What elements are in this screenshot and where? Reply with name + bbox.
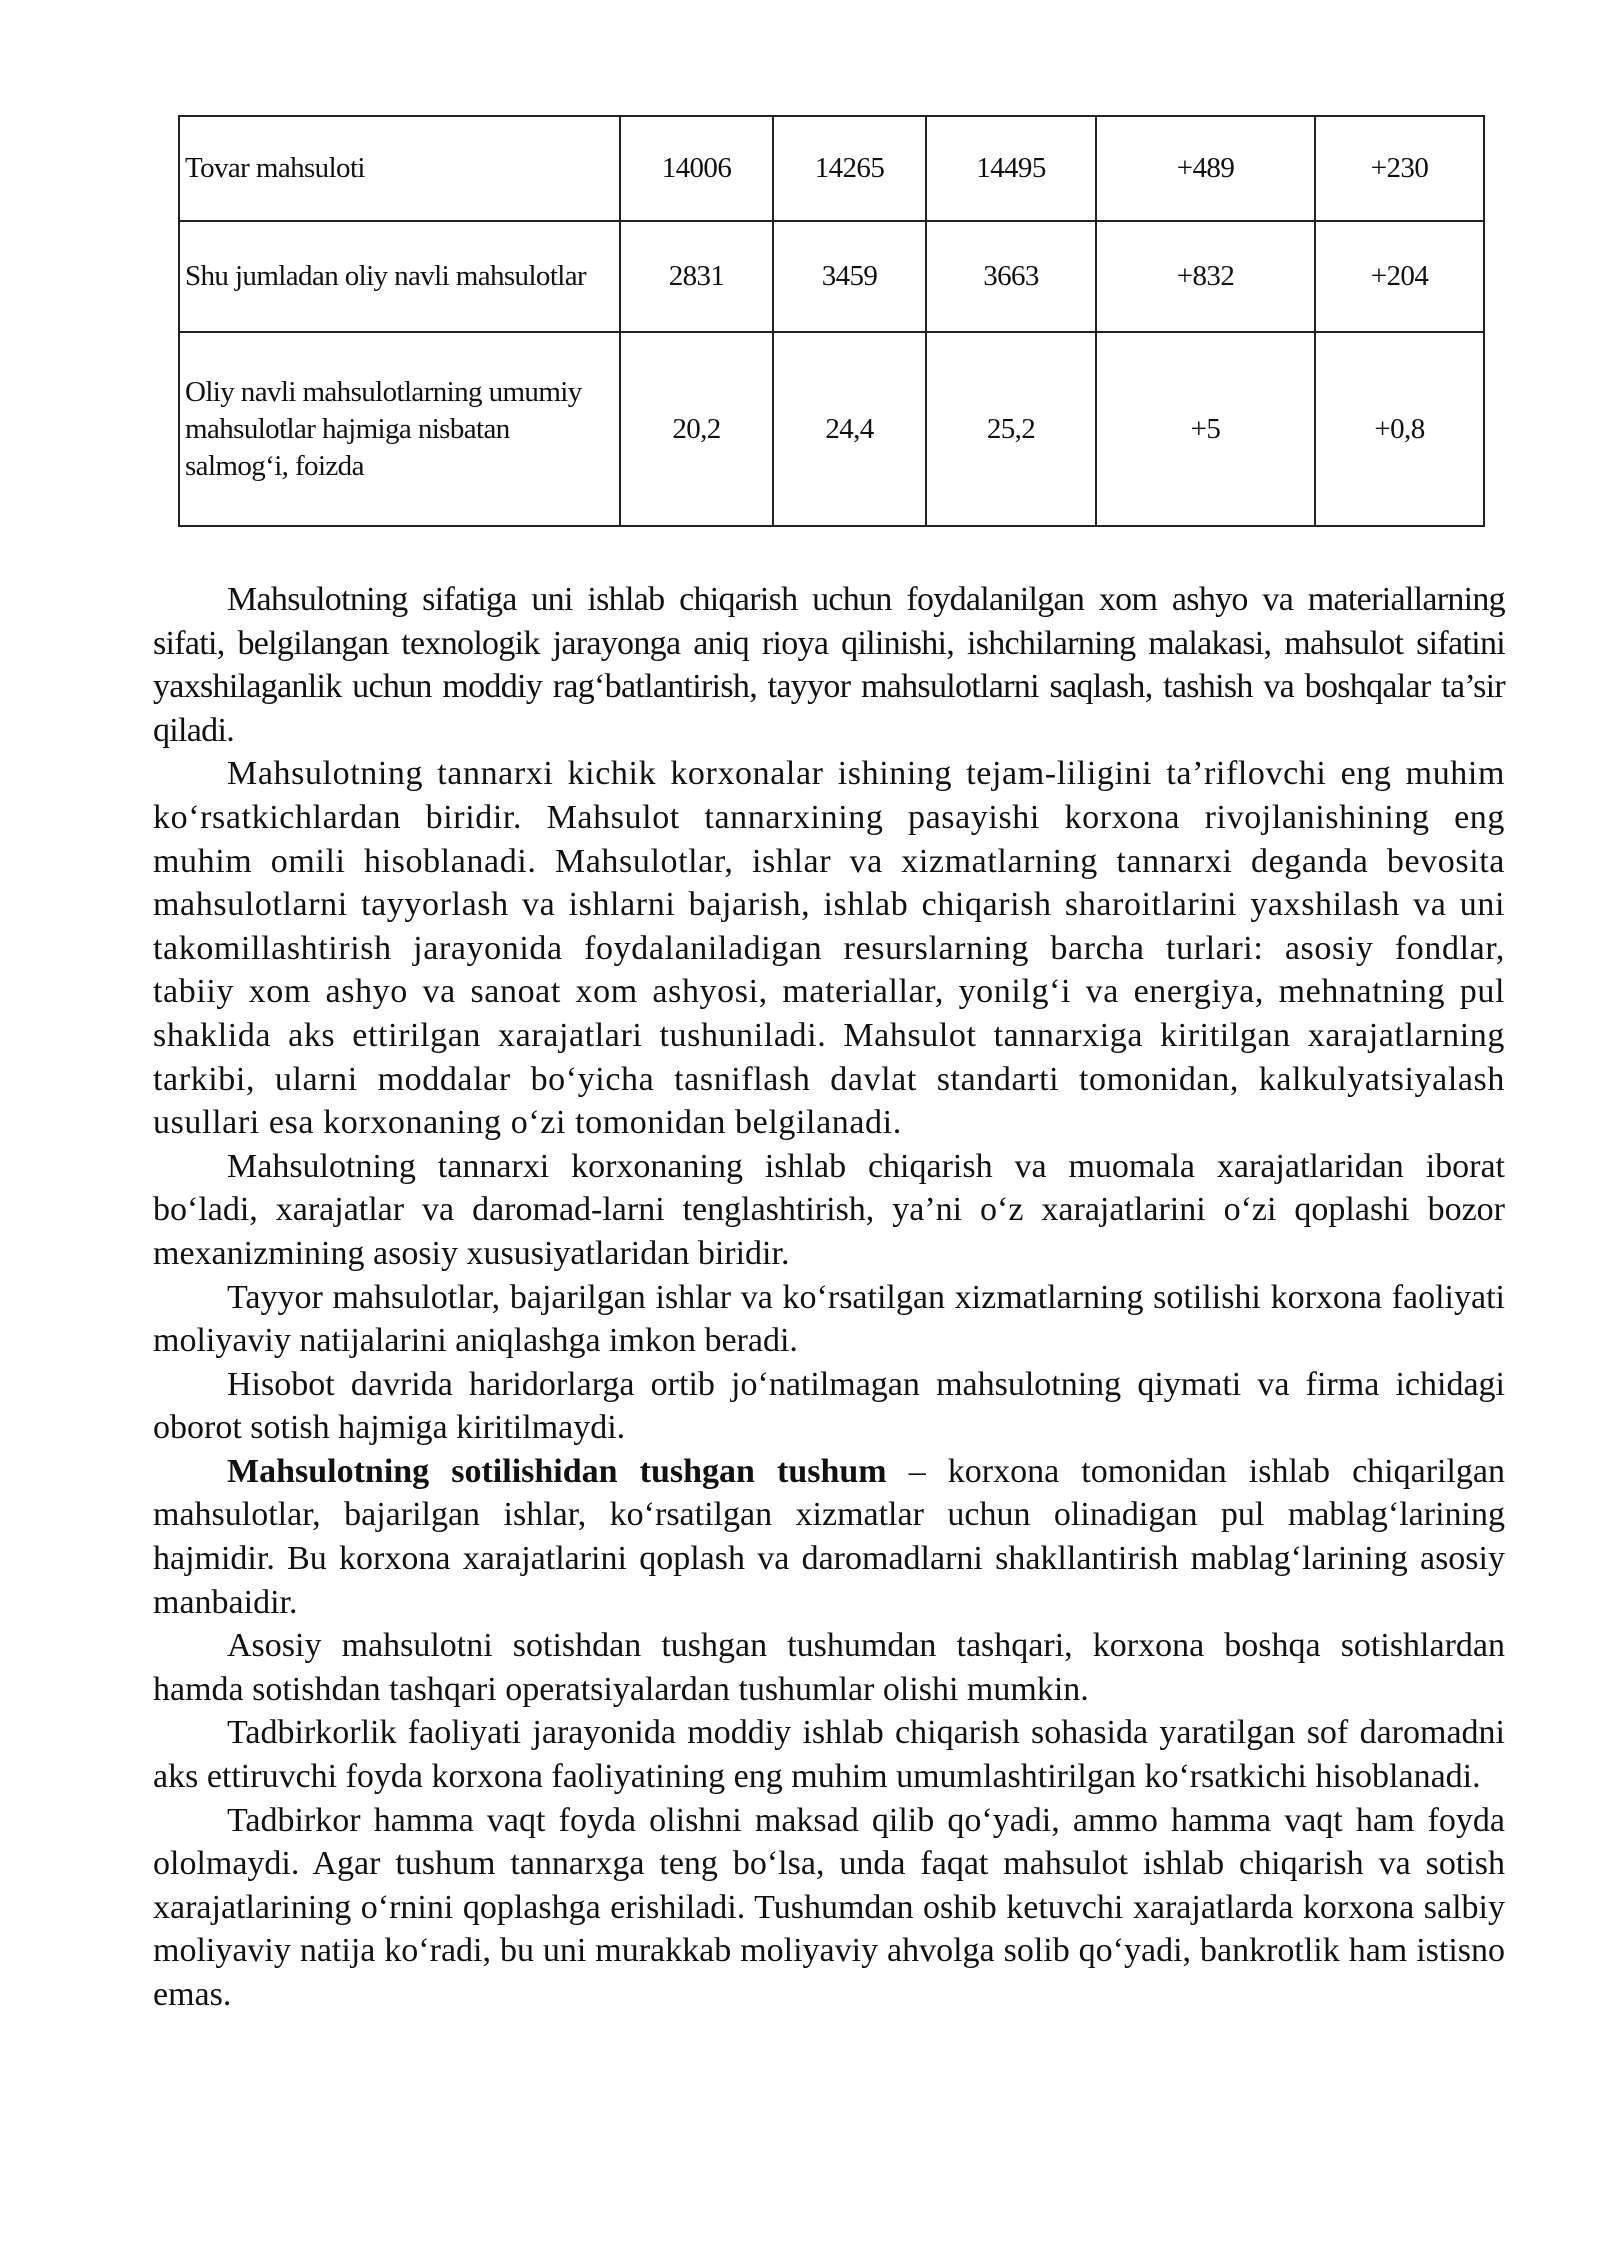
table-cell: +489 (1096, 116, 1315, 221)
table-cell: +832 (1096, 221, 1315, 332)
paragraph-cost: Mahsulotning tannarxi kichik korxonalar ishining tejam-liligini ta’riflovchi eng muhim ko‘rsatkichlardan biridir. Mahsulot tannarxining pasayishi korxona rivojlanishining eng muhim omili hisoblanadi. Mahsulotlar, ishlar va xizmatlarning tannarxi deganda bevosita mahsulotlarni tayyorlash va ishlarni bajarish, ishlab chiqarish sharoitlarini yaxshilash va uni takomillashtirish jarayonida foydalaniladigan resurslarning barcha turlari: asosiy fondlar, tabiiy xom ashyo va sanoat xom ashyosi, materiallar, yonilg‘i va energiya, mehnatning pul shaklida aks ettirilgan xarajatlari tushuniladi. Mahsulot tannarxiga kiritilgan xarajatlarning tarkibi, ularni moddalar bo‘yicha tasniflash davlat standarti tomonidan, kalkulyatsiyalash usullari esa korxonaning o‘zi tomonidan belgilanadi. (153, 755, 1505, 1142)
paragraph-profit: Tadbirkorlik faoliyati jarayonida moddiy ishlab chiqarish sohasida yaratilgan sof daromadni aks ettiruvchi foyda korxona faoliyatining eng muhim umumlashtirilgan ko‘rsatkichi hisoblanadi. (153, 1714, 1505, 1796)
table-row (179, 221, 1484, 332)
table-cell: 14006 (620, 116, 773, 221)
table-cell: +5 (1096, 332, 1315, 526)
table-cell: 20,2 (620, 332, 773, 526)
row-label: Shu jumladan oliy navli mahsulotlar (179, 221, 620, 332)
paragraph-quality: Mahsulotning sifatiga uni ishlab chiqarish uchun foydalanilgan xom ashyo va materiallarning sifati, belgilangan texnologik jarayonga aniq rioya qilinishi, ishchilarning malakasi, mahsulot sifatini yaxshilaganlik uchun moddiy rag‘batlantirish, tayyor mahsulotlarni saqlash, tashish va boshqalar ta’sir qiladi. (153, 581, 1505, 749)
paragraph-cost-composition: Mahsulotning tannarxi korxonaning ishlab chiqarish va muomala xarajatlaridan iborat bo‘ladi, xarajatlar va daromad-larni tenglashtirish, ya’ni o‘z xarajatlarini o‘zi qoplashi bozor mexanizmining asosiy xususiyatlaridan biridir. (153, 1147, 1505, 1272)
table-row (179, 116, 1484, 221)
table-cell: 14495 (926, 116, 1096, 221)
row-label: Tovar mahsuloti (179, 116, 620, 221)
table-cell: 24,4 (773, 332, 926, 526)
table-cell: 2831 (620, 221, 773, 332)
statistics-table (178, 115, 1485, 527)
table-row (179, 332, 1484, 526)
paragraph-entrepreneur: Tadbirkor hamma vaqt foyda olishni maksad qilib qo‘yadi, ammo hamma vaqt ham foyda ololmaydi. Agar tushum tannarxga teng bo‘lsa, unda faqat mahsulot ishlab chiqarish va sotish xarajatlarining o‘rnini qoplashga erishiladi. Tushumdan oshib ketuvchi xarajatlarda korxona salbiy moliyaviy natija ko‘radi, bu uni murakkab moliyaviy ahvolga solib qo‘yadi, bankrotlik ham istisno emas. (153, 1801, 1505, 2013)
table-cell: +0,8 (1315, 332, 1484, 526)
paragraph-shipment: Hisobot davrida haridorlarga ortib jo‘natilmagan mahsulotning qiymati va firma ichidagi oborot sotish hajmiga kiritilmaydi. (153, 1365, 1505, 1447)
table-cell: +230 (1315, 116, 1484, 221)
table-cell: 14265 (773, 116, 926, 221)
definition-text: – korxona tomonidan ishlab chiqarilgan mahsulotlar, bajarilgan ishlar, ko‘rsatilgan xizmatlar uchun olinadigan pul mablag‘larining hajmidir. Bu korxona xarajatlarini qoplash va daromadlarni shakllantirish mablag‘larining asosiy manbaidir. (153, 1452, 1506, 1621)
row-label: Oliy navli mahsulotlarning umumiy mahsulotlar hajmiga nisbatan salmog‘i, foizda (179, 332, 620, 526)
paragraph-revenue-definition (153, 1450, 1505, 1624)
paragraph-other-income: Asosiy mahsulotni sotishdan tushgan tushumdan tashqari, korxona boshqa sotishlardan hamda sotishdan tashqari operatsiyalardan tushumlar olishi mumkin. (153, 1627, 1505, 1708)
table-cell: 25,2 (926, 332, 1096, 526)
table-cell: 3459 (773, 221, 926, 332)
defined-term: Mahsulotning sotilishidan tushgan tushum (227, 1452, 887, 1490)
table-cell: 3663 (926, 221, 1096, 332)
table-cell: +204 (1315, 221, 1484, 332)
paragraph-sales-results: Tayyor mahsulotlar, bajarilgan ishlar va ko‘rsatilgan xizmatlarning sotilishi korxona faoliyati moliyaviy natijalarini aniqlashga imkon beradi. (153, 1278, 1505, 1360)
body-text (153, 578, 1505, 2017)
